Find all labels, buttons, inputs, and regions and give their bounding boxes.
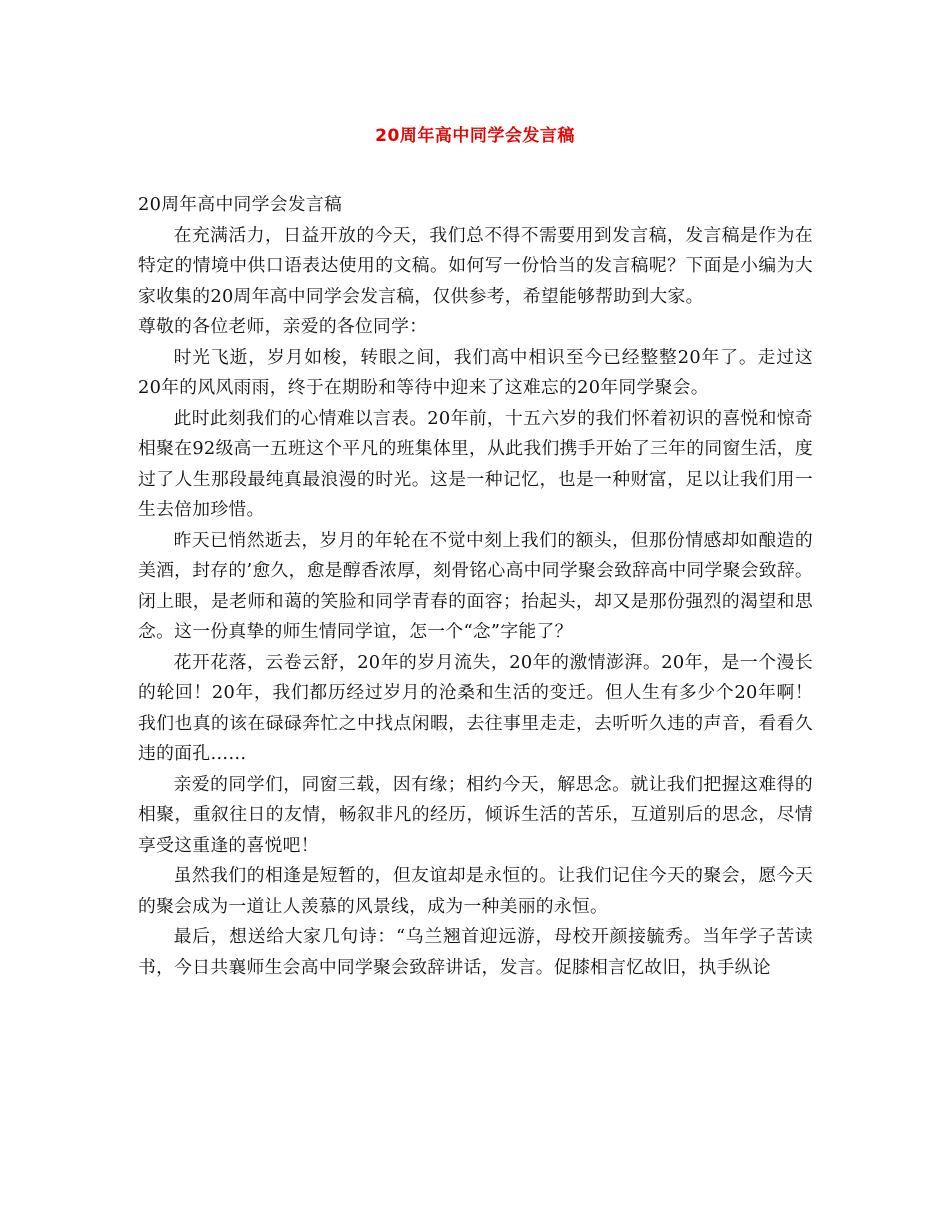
paragraph: 亲爱的同学们，同窗三载，因有缘；相约今天，解思念。就让我们把握这难得的相聚，重叙往日的友情，畅叙非凡的经历，倾诉生活的苦乐，互道别后的思念，尽情享受这重逢的喜悦吧！ <box>138 773 813 856</box>
document-body <box>138 190 813 983</box>
paragraph: 昨天已悄然逝去，岁月的年轮在不觉中刻上我们的额头，但那份情感却如酿造的美酒，封存的’愈久，愈是醇香浓厚，刻骨铭心高中同学聚会致辞高中同学聚会致辞。闭上眼，是老师和蔼的笑脸和同学青春的面容；抬起头，却又是那份强烈的渴望和思念。这一份真挚的师生情同学谊，怎一个“念”字能了？ <box>138 529 813 642</box>
paragraph-intro: 在充满活力，日益开放的今天，我们总不得不需要用到发言稿，发言稿是作为在特定的情境中供口语表达使用的文稿。如何写一份恰当的发言稿呢？下面是小编为大家收集的20周年高中同学会发言稿，仅供参考，希望能够帮助到大家。 <box>138 224 813 307</box>
paragraph: 时光飞逝，岁月如梭，转眼之间，我们高中相识至今已经整整20年了。走过这20年的风风雨雨，终于在期盼和等待中迎来了这难忘的20年同学聚会。 <box>138 346 813 398</box>
document-title: 20周年高中同学会发言稿 <box>375 126 575 146</box>
paragraph: 虽然我们的相逢是短暂的，但友谊却是永恒的。让我们记住今天的聚会，愿今天的聚会成为一道让人羡慕的风景线，成为一种美丽的永恒。 <box>138 865 813 917</box>
paragraph: 最后，想送给大家几句诗：“乌兰翘首迎远游，母校开颜接毓秀。当年学子苦读书，今日共襄师生会高中同学聚会致辞讲话，发言。促膝相言忆故旧，执手纵论 <box>138 926 813 978</box>
paragraph: 花开花落，云卷云舒，20年的岁月流失，20年的激情澎湃。20年，是一个漫长的轮回！20年，我们都历经过岁月的沧桑和生活的变迁。但人生有多少个20年啊！我们也真的该在碌碌奔忙之中找点闲暇，去往事里走走，去听听久违的声音，看看久违的面孔…… <box>138 651 813 764</box>
salutation: 尊敬的各位老师，亲爱的各位同学： <box>138 316 428 337</box>
document-subtitle: 20周年高中同学会发言稿 <box>138 194 343 215</box>
paragraph: 此时此刻我们的心情难以言表。20年前，十五六岁的我们怀着初识的喜悦和惊奇相聚在92级高一五班这个平凡的班集体里，从此我们携手开始了三年的同窗生活，度过了人生那段最纯真最浪漫的时光。这是一种记忆，也是一种财富，足以让我们用一生去倍加珍惜。 <box>138 407 813 520</box>
